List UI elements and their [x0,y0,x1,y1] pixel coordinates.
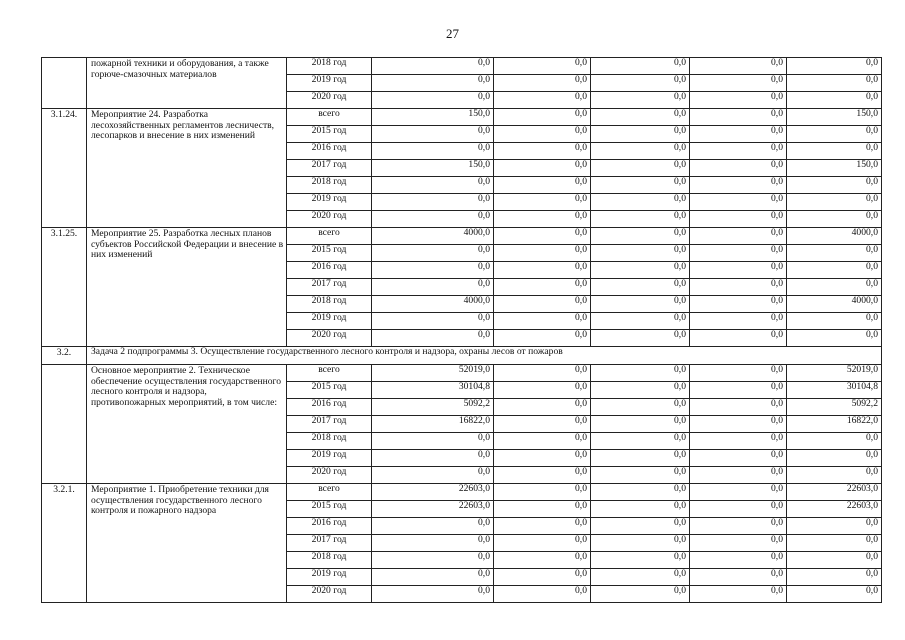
amount-cell: 0,0 [591,416,690,433]
amount-cell: 0,0 [372,279,494,296]
task-row [42,347,882,365]
measure-code [42,58,87,109]
period-cell: 2018 год [287,552,372,569]
amount-cell: 0,0 [494,552,591,569]
task-code: 3.2. [42,347,87,365]
task-description: Задача 2 подпрограммы 3. Осуществление государственного лесного контроля и надзора, охраны лесов от пожаров [87,347,882,365]
amount-cell: 0,0 [372,569,494,586]
amount-cell: 0,0 [494,365,591,382]
measure-name: Мероприятие 25. Разработка лесных планов субъектов Российской Федерации и внесение в них изменений [87,228,287,347]
period-cell: 2017 год [287,416,372,433]
amount-cell: 0,0 [787,467,882,484]
amount-cell: 0,0 [787,262,882,279]
amount-cell: 0,0 [494,399,591,416]
period-cell: всего [287,365,372,382]
amount-cell: 0,0 [787,58,882,75]
amount-cell: 0,0 [494,569,591,586]
amount-cell: 0,0 [787,450,882,467]
amount-cell: 0,0 [787,194,882,211]
amount-cell: 0,0 [372,450,494,467]
amount-cell: 0,0 [372,58,494,75]
amount-cell: 0,0 [690,569,787,586]
amount-cell: 0,0 [494,330,591,347]
amount-cell: 0,0 [494,313,591,330]
amount-cell: 0,0 [494,211,591,228]
amount-cell: 0,0 [372,194,494,211]
amount-cell: 0,0 [494,109,591,126]
table-row [42,228,882,245]
period-cell: 2017 год [287,160,372,177]
amount-cell: 0,0 [690,279,787,296]
amount-cell: 0,0 [494,75,591,92]
amount-cell: 0,0 [494,126,591,143]
period-cell: 2020 год [287,92,372,109]
amount-cell: 0,0 [372,313,494,330]
amount-cell: 22603,0 [372,501,494,518]
amount-cell: 0,0 [494,450,591,467]
amount-cell: 0,0 [690,518,787,535]
amount-cell: 0,0 [591,109,690,126]
amount-cell: 0,0 [591,501,690,518]
amount-cell: 0,0 [591,535,690,552]
amount-cell: 0,0 [591,160,690,177]
amount-cell: 0,0 [591,484,690,501]
amount-cell: 0,0 [591,143,690,160]
amount-cell: 52019,0 [787,365,882,382]
period-cell: 2018 год [287,296,372,313]
amount-cell: 0,0 [591,365,690,382]
amount-cell: 0,0 [690,365,787,382]
amount-cell: 0,0 [494,518,591,535]
measure-code: 3.1.24. [42,109,87,228]
amount-cell: 0,0 [690,92,787,109]
period-cell: 2020 год [287,211,372,228]
amount-cell: 0,0 [591,279,690,296]
period-cell: 2019 год [287,450,372,467]
period-cell: 2016 год [287,143,372,160]
table-row [42,365,882,382]
amount-cell: 0,0 [690,75,787,92]
table-body [42,58,882,603]
amount-cell: 0,0 [591,382,690,399]
period-cell: 2016 год [287,399,372,416]
amount-cell: 4000,0 [372,296,494,313]
period-cell: 2019 год [287,194,372,211]
measure-name: Мероприятие 24. Разработка лесохозяйственных регламентов лесничеств, лесопарков и внесение в них изменений [87,109,287,228]
amount-cell: 4000,0 [787,296,882,313]
amount-cell: 0,0 [690,109,787,126]
budget-table [41,57,882,603]
period-cell: 2016 год [287,262,372,279]
amount-cell: 0,0 [690,228,787,245]
amount-cell: 0,0 [591,296,690,313]
period-cell: 2015 год [287,382,372,399]
period-cell: 2020 год [287,467,372,484]
amount-cell: 0,0 [690,194,787,211]
amount-cell: 0,0 [690,433,787,450]
period-cell: 2017 год [287,535,372,552]
amount-cell: 0,0 [372,245,494,262]
amount-cell: 0,0 [372,177,494,194]
period-cell: 2015 год [287,126,372,143]
period-cell: 2017 год [287,279,372,296]
amount-cell: 0,0 [372,535,494,552]
amount-cell: 0,0 [690,262,787,279]
amount-cell: 0,0 [494,296,591,313]
measure-name: Основное мероприятие 2. Техническое обеспечение осуществления государственного лесного контроля и надзора, противопожарных мероприятий, в том числе: [87,365,287,484]
amount-cell: 0,0 [787,245,882,262]
amount-cell: 0,0 [591,245,690,262]
amount-cell: 22603,0 [372,484,494,501]
amount-cell: 0,0 [372,75,494,92]
amount-cell: 16822,0 [787,416,882,433]
amount-cell: 0,0 [591,433,690,450]
amount-cell: 150,0 [787,160,882,177]
amount-cell: 150,0 [787,109,882,126]
amount-cell: 0,0 [787,552,882,569]
amount-cell: 0,0 [494,535,591,552]
measure-code: 3.1.25. [42,228,87,347]
measure-code: 3.2.1. [42,484,87,603]
amount-cell: 0,0 [591,262,690,279]
amount-cell: 0,0 [494,416,591,433]
amount-cell: 0,0 [372,552,494,569]
amount-cell: 0,0 [494,194,591,211]
amount-cell: 0,0 [690,211,787,228]
amount-cell: 0,0 [787,75,882,92]
amount-cell: 0,0 [372,586,494,603]
amount-cell: 150,0 [372,109,494,126]
amount-cell: 0,0 [494,586,591,603]
amount-cell: 0,0 [787,177,882,194]
measure-name: Мероприятие 1. Приобретение техники для осуществления государственного лесного контроля и пожарного надзора [87,484,287,603]
amount-cell: 0,0 [494,262,591,279]
period-cell: 2015 год [287,501,372,518]
period-cell: 2019 год [287,313,372,330]
amount-cell: 4000,0 [787,228,882,245]
amount-cell: 0,0 [690,467,787,484]
period-cell: 2019 год [287,75,372,92]
amount-cell: 0,0 [494,245,591,262]
period-cell: 2016 год [287,518,372,535]
period-cell: 2020 год [287,586,372,603]
amount-cell: 0,0 [591,228,690,245]
amount-cell: 0,0 [591,569,690,586]
measure-name: пожарной техники и оборудования, а также горюче-смазочных материалов [87,58,287,109]
amount-cell: 30104,8 [372,382,494,399]
amount-cell: 0,0 [494,177,591,194]
amount-cell: 0,0 [494,484,591,501]
amount-cell: 0,0 [494,160,591,177]
amount-cell: 0,0 [591,552,690,569]
amount-cell: 0,0 [591,330,690,347]
amount-cell: 150,0 [372,160,494,177]
amount-cell: 0,0 [591,75,690,92]
amount-cell: 5092,2 [372,399,494,416]
period-cell: 2018 год [287,433,372,450]
amount-cell: 0,0 [787,126,882,143]
measure-code [42,365,87,484]
period-cell: всего [287,484,372,501]
amount-cell: 0,0 [591,194,690,211]
amount-cell: 0,0 [690,484,787,501]
amount-cell: 0,0 [591,450,690,467]
amount-cell: 0,0 [690,399,787,416]
amount-cell: 0,0 [690,535,787,552]
amount-cell: 0,0 [787,92,882,109]
amount-cell: 0,0 [372,211,494,228]
amount-cell: 22603,0 [787,501,882,518]
amount-cell: 0,0 [372,518,494,535]
period-cell: 2020 год [287,330,372,347]
amount-cell: 0,0 [690,245,787,262]
amount-cell: 0,0 [494,382,591,399]
amount-cell: 0,0 [787,313,882,330]
amount-cell: 0,0 [690,58,787,75]
amount-cell: 0,0 [690,416,787,433]
amount-cell: 0,0 [372,467,494,484]
amount-cell: 0,0 [494,467,591,484]
period-cell: 2019 год [287,569,372,586]
amount-cell: 0,0 [494,433,591,450]
amount-cell: 0,0 [494,279,591,296]
amount-cell: 0,0 [690,501,787,518]
amount-cell: 0,0 [690,330,787,347]
table-row [42,109,882,126]
amount-cell: 0,0 [494,501,591,518]
amount-cell: 0,0 [494,228,591,245]
amount-cell: 0,0 [690,552,787,569]
amount-cell: 0,0 [690,126,787,143]
amount-cell: 0,0 [690,450,787,467]
amount-cell: 0,0 [787,569,882,586]
amount-cell: 0,0 [591,92,690,109]
amount-cell: 0,0 [591,126,690,143]
amount-cell: 0,0 [494,58,591,75]
table-row [42,484,882,501]
period-cell: 2015 год [287,245,372,262]
amount-cell: 0,0 [787,518,882,535]
amount-cell: 0,0 [591,467,690,484]
amount-cell: 0,0 [591,211,690,228]
amount-cell: 0,0 [591,313,690,330]
amount-cell: 0,0 [591,58,690,75]
period-cell: 2018 год [287,177,372,194]
amount-cell: 0,0 [690,586,787,603]
amount-cell: 0,0 [591,518,690,535]
amount-cell: 0,0 [591,586,690,603]
period-cell: всего [287,228,372,245]
amount-cell: 0,0 [787,330,882,347]
amount-cell: 0,0 [787,143,882,160]
amount-cell: 30104,8 [787,382,882,399]
amount-cell: 0,0 [690,313,787,330]
amount-cell: 0,0 [787,279,882,296]
amount-cell: 0,0 [690,160,787,177]
amount-cell: 0,0 [494,92,591,109]
amount-cell: 0,0 [591,177,690,194]
amount-cell: 0,0 [690,143,787,160]
amount-cell: 16822,0 [372,416,494,433]
amount-cell: 0,0 [372,262,494,279]
amount-cell: 0,0 [372,143,494,160]
amount-cell: 0,0 [787,433,882,450]
page-number: 27 [446,26,459,41]
amount-cell: 4000,0 [372,228,494,245]
amount-cell: 0,0 [372,433,494,450]
amount-cell: 0,0 [787,535,882,552]
amount-cell: 0,0 [372,92,494,109]
table-row [42,58,882,75]
amount-cell: 0,0 [787,211,882,228]
amount-cell: 5092,2 [787,399,882,416]
period-cell: 2018 год [287,58,372,75]
amount-cell: 0,0 [372,330,494,347]
amount-cell: 0,0 [372,126,494,143]
amount-cell: 0,0 [690,382,787,399]
amount-cell: 0,0 [690,296,787,313]
amount-cell: 0,0 [591,399,690,416]
amount-cell: 52019,0 [372,365,494,382]
amount-cell: 22603,0 [787,484,882,501]
amount-cell: 0,0 [690,177,787,194]
amount-cell: 0,0 [494,143,591,160]
period-cell: всего [287,109,372,126]
amount-cell: 0,0 [787,586,882,603]
